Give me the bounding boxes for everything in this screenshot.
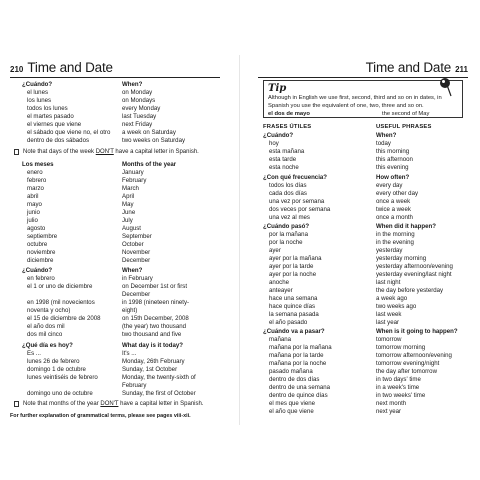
spanish-phrase: dos mil cinco	[27, 331, 63, 339]
right-header-rule	[258, 77, 468, 78]
spanish-phrase: ¿Cuándo va a pasar?	[263, 328, 325, 336]
phrase-row	[10, 283, 220, 291]
spanish-phrase: el 1 or uno de diciembre	[27, 283, 93, 291]
left-page-number: 210	[10, 65, 24, 74]
spanish-phrase: dentro de quince días	[269, 392, 328, 400]
english-translation: two weeks on Saturday	[122, 137, 186, 144]
phrase-row	[258, 392, 468, 400]
spanish-phrase: el mes que viene	[269, 400, 316, 408]
english-translation: last Tuesday	[122, 113, 157, 120]
english-translation: in 1998 (nineteen ninety-	[122, 299, 190, 307]
phrase-row	[258, 360, 468, 368]
english-translation: in February	[122, 275, 153, 283]
english-translation: July	[122, 216, 133, 224]
spanish-phrase: ¿Qué día es hoy?	[22, 341, 73, 349]
phrase-row	[258, 140, 468, 148]
note-emphasis: DON'T	[100, 401, 119, 408]
phrase-row	[10, 225, 220, 233]
spanish-phrase: abril	[27, 192, 39, 200]
english-translation: Months of the year	[122, 160, 177, 168]
english-translation: today	[376, 140, 391, 148]
english-translation: December	[122, 256, 151, 264]
page-footer-note	[10, 412, 220, 420]
left-page-header	[10, 60, 113, 75]
section-heading-row	[10, 342, 220, 350]
right-page	[258, 60, 468, 420]
english-translation: the day before yesterday	[376, 286, 444, 294]
phrase-row	[10, 209, 220, 217]
english-translation: When did it happen?	[376, 222, 436, 230]
phrase-row	[10, 257, 220, 265]
phrase-row	[10, 366, 220, 374]
english-translation: yesterday morning	[376, 254, 427, 262]
english-translation: May	[122, 200, 134, 208]
phrase-row	[10, 299, 220, 307]
pushpin-icon	[438, 77, 456, 97]
spanish-phrase: por la mañana	[269, 230, 308, 238]
phrase-row	[258, 344, 468, 352]
english-translation: twice a week	[376, 205, 411, 213]
phrase-row	[258, 376, 468, 384]
phrase-row	[10, 390, 220, 398]
phrase-row	[258, 279, 468, 287]
phrase-row	[10, 201, 220, 209]
phrase-row	[258, 368, 468, 376]
phrase-row	[258, 148, 468, 156]
spanish-phrase: la semana pasada	[269, 310, 319, 318]
english-translation: tomorrow afternoon/evening	[376, 352, 452, 360]
phrase-row	[258, 206, 468, 214]
spanish-phrase: hace una semana	[269, 294, 318, 302]
section-heading-row	[10, 267, 220, 275]
phrase-row	[258, 271, 468, 279]
phrase-row	[258, 247, 468, 255]
note-text: Note that months of the year DON'T have a capital letter in Spanish.	[23, 401, 204, 408]
spanish-phrase: lunes 26 de febrero	[27, 357, 80, 365]
tip-example-english: the second of May	[382, 111, 430, 117]
spanish-phrase: el año pasado	[269, 318, 308, 326]
english-translation: When?	[376, 132, 397, 140]
english-translation: in the morning	[376, 230, 415, 238]
note-icon	[14, 401, 19, 407]
right-page-header	[258, 60, 468, 75]
phrase-row	[258, 190, 468, 198]
phrase-row	[10, 382, 220, 390]
spanish-phrase: dos veces por semana	[269, 205, 331, 213]
english-translation: the day after tomorrow	[376, 368, 437, 376]
english-translation: It's ...	[122, 349, 137, 357]
english-translation: once a month	[376, 213, 413, 221]
section-heading-row	[258, 132, 468, 140]
phrase-row	[10, 249, 220, 257]
spanish-phrase: mañana por la tarde	[269, 352, 324, 360]
spanish-phrase: ¿Cuándo pasó?	[263, 222, 310, 230]
english-translation: last year	[376, 318, 400, 326]
spanish-phrase: todos los lunes	[27, 105, 68, 112]
english-translation: every other day	[376, 189, 419, 197]
english-translation: on Mondays	[122, 97, 156, 104]
phrase-row	[10, 350, 220, 358]
english-translation: two weeks ago	[376, 302, 417, 310]
phrase-row	[258, 255, 468, 263]
phrase-row	[10, 315, 220, 323]
spanish-phrase: diciembre	[27, 256, 54, 264]
english-translation: two thousand and five	[122, 331, 182, 339]
phrase-row	[10, 97, 220, 105]
spanish-phrase: esta mañana	[269, 148, 305, 156]
phrase-row	[258, 303, 468, 311]
english-translation: once a week	[376, 197, 411, 205]
phrase-row	[258, 295, 468, 303]
spanish-phrase: ayer por la mañana	[269, 254, 322, 262]
footer-text: For further explanation of grammatical terms, please see pages viii-xii.	[10, 413, 191, 420]
phrase-row	[10, 331, 220, 339]
left-page-title: Time and Date	[27, 60, 113, 75]
phrase-row	[10, 169, 220, 177]
spanish-phrase: en 1998 (mil novecientos	[27, 299, 95, 307]
english-translation: January	[122, 168, 144, 176]
english-translation: Sunday, the first of October	[122, 389, 196, 397]
english-translation: tomorrow	[376, 336, 402, 344]
spanish-phrase: los lunes	[27, 97, 52, 104]
english-translation: November	[122, 248, 151, 256]
phrase-row	[10, 89, 220, 97]
phrase-row	[258, 214, 468, 222]
tip-box	[263, 80, 463, 118]
grammar-note	[10, 400, 220, 408]
spanish-phrase: cada dos días	[269, 189, 307, 197]
english-translation: last night	[376, 278, 401, 286]
spanish-phrase: una vez al mes	[269, 213, 310, 221]
phrase-row	[10, 217, 220, 225]
phrase-row	[10, 275, 220, 283]
spanish-phrase: mañana por la mañana	[269, 344, 332, 352]
section-heading-row	[258, 328, 468, 336]
phrase-row	[258, 352, 468, 360]
spanish-phrase: Los meses	[22, 160, 54, 168]
spanish-phrase: ¿Cuándo?	[22, 267, 53, 275]
english-translation: February	[122, 176, 147, 184]
spanish-phrase: pasado mañana	[269, 368, 313, 376]
book-gutter	[239, 55, 240, 425]
spanish-phrase: julio	[27, 216, 38, 224]
english-translation: June	[122, 208, 136, 216]
spanish-phrase: FRASES ÚTILES	[263, 124, 312, 130]
spanish-phrase: el 15 de diciembre de 2008	[27, 315, 101, 323]
english-translation: (the year) two thousand	[122, 323, 187, 331]
left-page	[10, 60, 220, 420]
phrase-row	[258, 311, 468, 319]
spanish-phrase: agosto	[27, 224, 46, 232]
spanish-phrase: por la noche	[269, 238, 303, 246]
spanish-phrase: febrero	[27, 176, 47, 184]
phrase-row	[258, 164, 468, 172]
phrase-row	[258, 198, 468, 206]
section-heading-row	[10, 81, 220, 89]
spanish-phrase: ¿Con qué frecuencia?	[263, 173, 327, 181]
english-translation: this afternoon	[376, 156, 413, 164]
spanish-phrase: mañana por la noche	[269, 360, 327, 368]
english-translation: every Monday	[122, 105, 161, 112]
spanish-phrase: ¿Cuándo?	[22, 81, 53, 88]
spanish-phrase: el año que viene	[269, 408, 314, 416]
spanish-phrase: una vez por semana	[269, 197, 325, 205]
english-translation: Monday, the twenty-sixth of	[122, 373, 196, 381]
left-header-rule	[10, 77, 220, 78]
spanish-phrase: ayer por la tarde	[269, 262, 314, 270]
phrase-row	[10, 291, 220, 299]
spanish-phrase: anteayer	[269, 286, 293, 294]
phrase-row	[10, 358, 220, 366]
spanish-phrase: el año dos mil	[27, 323, 65, 331]
tip-example-spanish: el dos de mayo	[268, 111, 310, 117]
english-translation: March	[122, 184, 139, 192]
english-translation: When is it going to happen?	[376, 328, 458, 336]
english-translation: in two days' time	[376, 376, 421, 384]
spanish-phrase: lunes veintiséis de febrero	[27, 373, 98, 381]
spanish-phrase: el sábado que viene no, el otro	[27, 129, 111, 136]
phrase-row	[258, 156, 468, 164]
spanish-phrase: ¿Cuándo?	[263, 132, 294, 140]
note-icon	[14, 149, 19, 155]
english-translation: this evening	[376, 164, 409, 172]
spanish-phrase: el martes pasado	[27, 113, 74, 120]
english-translation: eight)	[122, 307, 138, 315]
english-translation: last week	[376, 310, 402, 318]
spanish-phrase: ayer por la noche	[269, 270, 317, 278]
english-translation: next Friday	[122, 121, 153, 128]
english-translation: in the evening	[376, 238, 414, 246]
phrase-row	[258, 182, 468, 190]
phrase-row	[258, 263, 468, 271]
phrase-row	[10, 374, 220, 382]
phrase-row	[10, 307, 220, 315]
english-translation: yesterday afternoon/evening	[376, 262, 453, 270]
english-translation: on Monday	[122, 89, 153, 96]
right-page-title: Time and Date	[365, 60, 452, 75]
english-translation: a week on Saturday	[122, 129, 176, 136]
section-heading-row	[10, 161, 220, 169]
phrase-row	[10, 185, 220, 193]
tip-text: Although in English we use first, second, third and so on in dates, in Spanish you use the equivalent of one, two, three and so on.	[268, 95, 442, 109]
spanish-phrase: anoche	[269, 278, 289, 286]
english-translation: What day is it today?	[122, 341, 183, 349]
english-translation: December	[122, 291, 151, 299]
note-emphasis: DON'T	[95, 148, 114, 155]
phrase-row	[258, 287, 468, 295]
spanish-phrase: todos los días	[269, 181, 307, 189]
english-translation: on 15th December, 2008	[122, 315, 189, 323]
english-translation: USEFUL PHRASES	[376, 124, 432, 130]
spanish-phrase: octubre	[27, 240, 48, 248]
english-translation: in two weeks' time	[376, 392, 426, 400]
phrase-row	[10, 233, 220, 241]
note-text: Note that days of the week DON'T have a capital letter in Spanish.	[23, 148, 199, 155]
tip-example	[268, 111, 430, 118]
phrase-row	[10, 113, 220, 121]
phrase-row	[10, 121, 220, 129]
spanish-phrase: mañana	[269, 336, 292, 344]
phrase-row	[258, 384, 468, 392]
phrase-row	[258, 336, 468, 344]
spanish-phrase: esta tarde	[269, 156, 297, 164]
english-translation: yesterday evening/last night	[376, 270, 452, 278]
phrase-row	[10, 323, 220, 331]
phrase-row	[258, 231, 468, 239]
english-translation: next year	[376, 408, 402, 416]
spanish-phrase: septiembre	[27, 232, 58, 240]
phrase-row	[10, 241, 220, 249]
spanish-phrase: domingo 1 de octubre	[27, 365, 86, 373]
spanish-phrase: domingo uno de octubre	[27, 389, 93, 397]
spanish-phrase: noviembre	[27, 248, 56, 256]
spanish-phrase: enero	[27, 168, 43, 176]
english-translation: When?	[122, 81, 143, 88]
english-translation: on December 1st or first	[122, 283, 188, 291]
spanish-phrase: noventa y ocho)	[27, 307, 71, 315]
english-translation: October	[122, 240, 144, 248]
english-translation: April	[122, 192, 135, 200]
english-translation: in a week's time	[376, 384, 420, 392]
grammar-note	[10, 148, 220, 156]
spanish-phrase: hace quince días	[269, 302, 316, 310]
phrase-row	[10, 129, 220, 137]
spanish-phrase: dentro de dos días	[269, 376, 320, 384]
right-page-number: 211	[455, 65, 468, 74]
english-translation: this morning	[376, 148, 410, 156]
english-translation: How often?	[376, 173, 410, 181]
phrase-row	[10, 177, 220, 185]
english-translation: Sunday, 1st October	[122, 365, 178, 373]
english-translation: yesterday	[376, 246, 403, 254]
english-translation: tomorrow evening/night	[376, 360, 440, 368]
phrase-row	[10, 137, 220, 145]
spanish-phrase: junio	[27, 208, 40, 216]
spanish-phrase: en febrero	[27, 275, 55, 283]
tip-title: Tip	[268, 83, 287, 94]
phrase-row	[258, 239, 468, 247]
phrase-row	[10, 105, 220, 113]
phrase-row	[10, 193, 220, 201]
spanish-phrase: dentro de dos sábados	[27, 137, 89, 144]
section-heading-row	[258, 174, 468, 182]
spanish-phrase: el lunes	[27, 89, 49, 96]
phrase-row	[258, 408, 468, 416]
spanish-phrase: mayo	[27, 200, 42, 208]
spanish-phrase: marzo	[27, 184, 44, 192]
english-translation: When?	[122, 267, 143, 275]
english-translation: tomorrow morning	[376, 344, 426, 352]
section-heading-row	[258, 223, 468, 231]
spanish-phrase: el viernes que viene	[27, 121, 82, 128]
english-translation: a week ago	[376, 294, 408, 302]
phrase-row	[258, 400, 468, 408]
spanish-phrase: esta noche	[269, 164, 299, 172]
english-translation: Monday, 26th February	[122, 357, 185, 365]
spanish-phrase: hoy	[269, 140, 279, 148]
spanish-phrase: dentro de una semana	[269, 384, 330, 392]
english-translation: September	[122, 232, 152, 240]
english-translation: next month	[376, 400, 407, 408]
english-translation: every day	[376, 181, 403, 189]
english-translation: February	[122, 381, 147, 389]
spanish-phrase: Es ...	[27, 349, 41, 357]
phrase-row	[258, 319, 468, 327]
spanish-phrase: ayer	[269, 246, 281, 254]
english-translation: August	[122, 224, 141, 232]
column-headings	[258, 123, 468, 131]
